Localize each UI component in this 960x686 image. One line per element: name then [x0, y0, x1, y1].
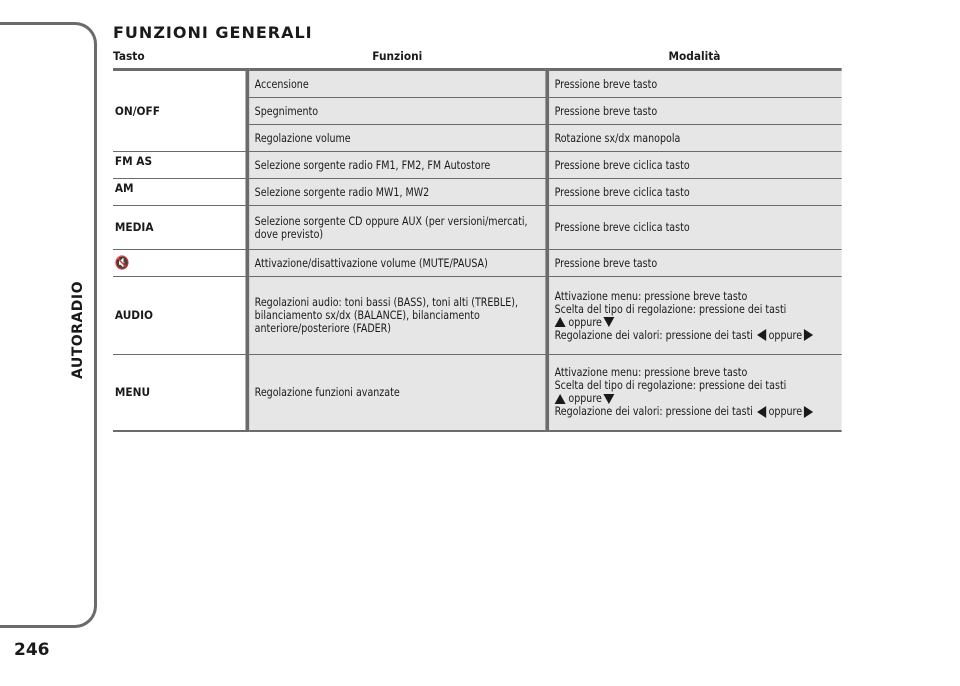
arrow-up-icon: [555, 394, 566, 404]
or-label: oppure: [768, 327, 803, 342]
or-label: oppure: [568, 314, 602, 329]
arrow-down-icon: [604, 394, 615, 404]
mode-cell: [547, 355, 841, 431]
mode-cell: Pressione breve ciclica tasto: [547, 179, 841, 206]
or-label: oppure: [768, 404, 803, 419]
arrow-left-icon: [757, 406, 766, 418]
function-cell: Accensione: [247, 70, 547, 98]
function-cell: Selezione sorgente radio FM1, FM2, FM Autostore: [247, 152, 547, 179]
mode-cell: [547, 277, 841, 355]
arrow-right-icon: [804, 406, 813, 418]
key-mute: [113, 250, 247, 277]
key-am: AM: [113, 179, 247, 206]
header-key: Tasto: [113, 44, 247, 70]
values-label: Regolazione dei valori: pressione dei tasti: [554, 327, 753, 342]
mode-cell: Pressione breve tasto: [547, 250, 841, 277]
header-function: Funzioni: [247, 44, 547, 70]
mode-cell: Rotazione sx/dx manopola: [547, 125, 841, 152]
arrow-up-icon: [555, 317, 566, 327]
mode-line-selection: Scelta del tipo di regolazione: pressione dei tasti: [554, 301, 787, 316]
arrow-left-icon: [757, 329, 766, 341]
mode-line-values: [555, 405, 837, 418]
key-fm-as: FM AS: [113, 152, 247, 179]
table-row: [113, 355, 842, 431]
functions-table: [113, 44, 842, 432]
function-cell: Selezione sorgente CD oppure AUX (per versioni/mercati, dove previsto): [247, 206, 547, 250]
mode-line-activation: Attivazione menu: pressione breve tasto: [554, 365, 748, 380]
function-cell: Attivazione/disattivazione volume (MUTE/PAUSA): [247, 250, 547, 277]
mode-line-values: [555, 329, 837, 342]
mute-speaker-icon: 🔇: [114, 255, 130, 271]
table-header-row: [113, 44, 842, 70]
key-menu: MENU: [113, 355, 247, 431]
table-row: [113, 70, 842, 98]
table-row: [113, 206, 842, 250]
key-on-off: ON/OFF: [113, 70, 247, 152]
mode-cell: Pressione breve ciclica tasto: [547, 152, 841, 179]
key-media: MEDIA: [113, 206, 247, 250]
chapter-label: AUTORADIO: [70, 280, 86, 380]
section-title: FUNZIONI GENERALI: [113, 23, 313, 42]
mode-line-activation: Attivazione menu: pressione breve tasto: [554, 288, 748, 303]
function-cell: Regolazione funzioni avanzate: [247, 355, 547, 431]
arrow-down-icon: [604, 317, 615, 327]
header-mode: Modalità: [547, 44, 841, 70]
function-cell: Selezione sorgente radio MW1, MW2: [247, 179, 547, 206]
mode-cell: Pressione breve tasto: [547, 70, 841, 98]
or-label: oppure: [568, 391, 602, 406]
table-row: [113, 179, 842, 206]
table-row: [113, 250, 842, 277]
page-number: 246: [14, 640, 50, 660]
function-cell: Regolazione volume: [247, 125, 547, 152]
key-audio: AUDIO: [113, 277, 247, 355]
table-row: [113, 277, 842, 355]
mode-cell: Pressione breve ciclica tasto: [547, 206, 841, 250]
function-cell: Regolazioni audio: toni bassi (BASS), toni alti (TREBLE), bilanciamento sx/dx (BALANCE), bilanciamento anteriore/posteriore (FADER): [247, 277, 547, 355]
arrow-right-icon: [804, 329, 813, 341]
function-cell: Spegnimento: [247, 98, 547, 125]
table-row: [113, 152, 842, 179]
mode-line-selection: Scelta del tipo di regolazione: pressione dei tasti: [554, 378, 787, 393]
mode-cell: Pressione breve tasto: [547, 98, 841, 125]
values-label: Regolazione dei valori: pressione dei tasti: [554, 404, 753, 419]
